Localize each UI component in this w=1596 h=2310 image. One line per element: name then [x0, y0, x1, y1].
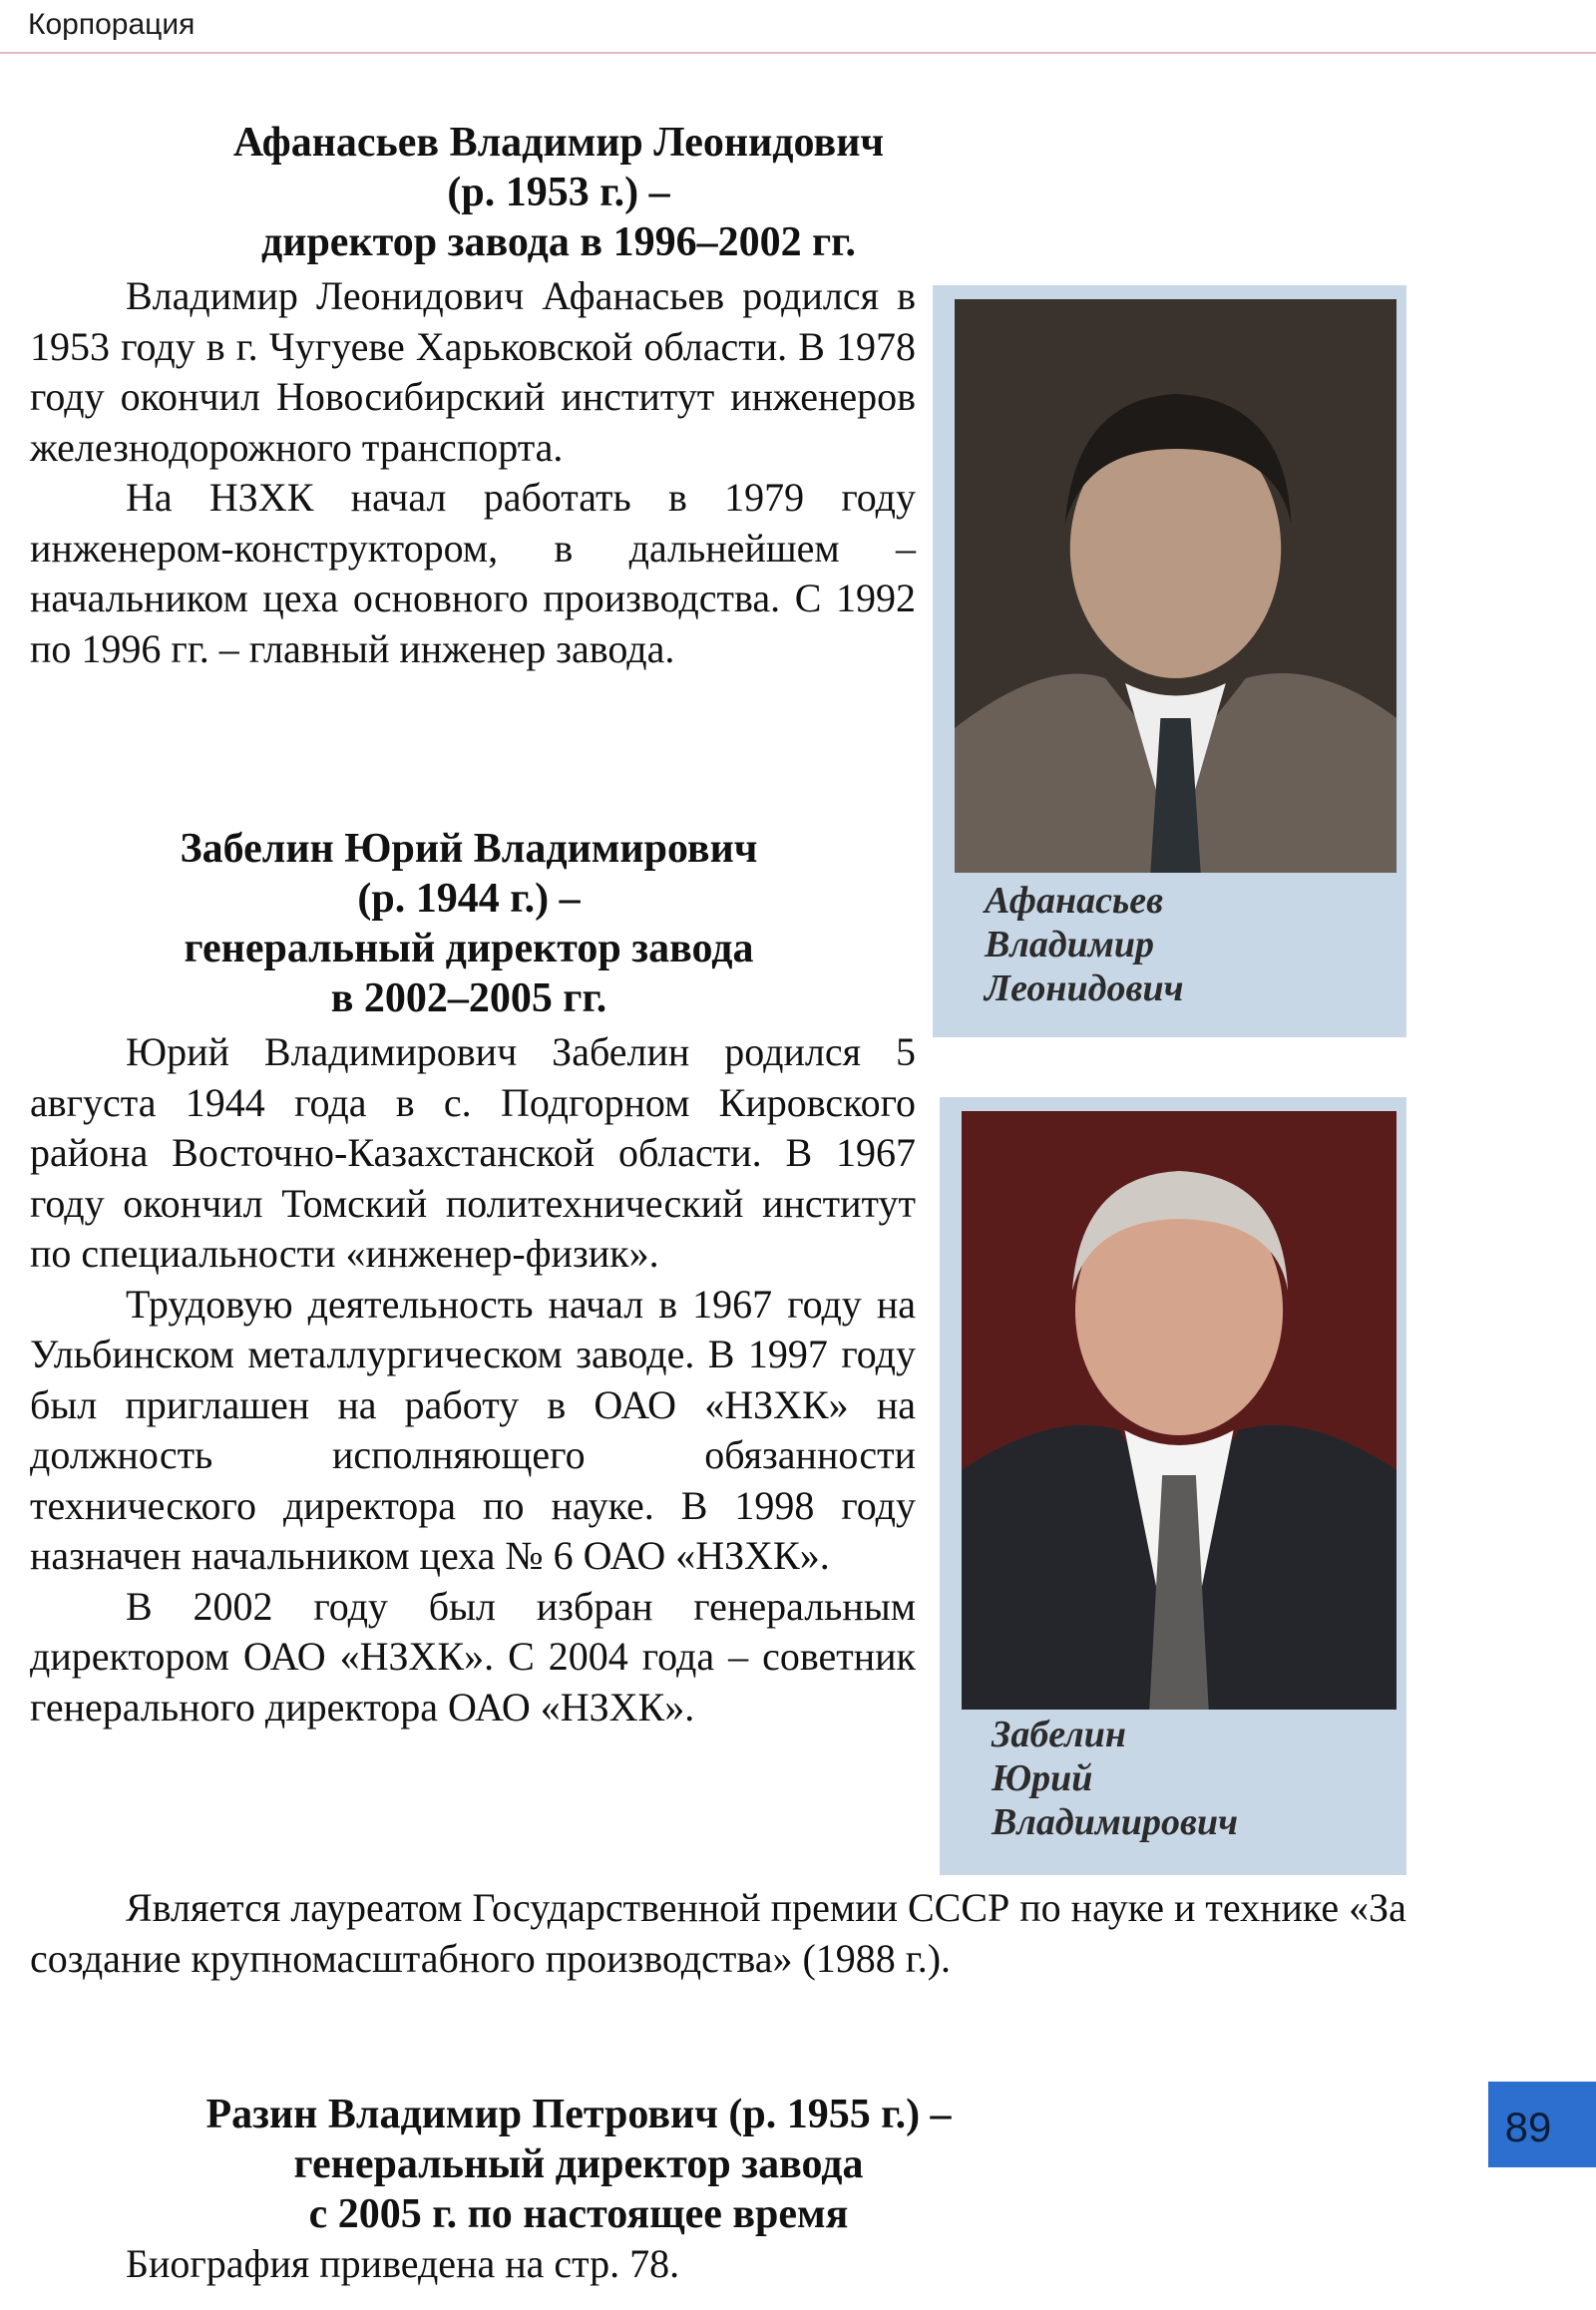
paragraph: В 2002 году был избран генеральным директором ОАО «НЗХК». С 2004 года – советник генерального директора ОАО «НЗХК». [30, 1583, 916, 1730]
photo-card-zabelin [940, 1097, 1406, 1875]
paragraph: На НЗХК начал работать в 1979 году инженером-конструктором, в дальнейшем – начальником цеха основного производства. С 1992 по 1996 гг. – главный инженер завода. [30, 475, 916, 671]
header-divider [0, 52, 1596, 54]
portrait-photo [962, 1111, 1396, 1710]
paragraph: Юрий Владимирович Забелин родился 5 августа 1944 года в с. Подгорном Кировского района Восточно-Казахстанской области. В 1967 году окончил Томский политехнический институт по специальности «инженер-физик». [30, 1029, 916, 1276]
bio-afanasyev [30, 271, 916, 674]
portrait-photo [955, 299, 1396, 873]
page-number: 89 [1504, 2104, 1552, 2150]
heading-afanasyev: Афанасьев Владимир Леонидович (р. 1953 г.) – директор завода в 1996–2002 гг. [232, 120, 885, 265]
photo-caption: Забелин Юрий Владимирович [992, 1714, 1239, 1843]
heading-razin: Разин Владимир Петрович (р. 1955 г.) – генеральный директор завода с 2005 г. по настоящее время [205, 2092, 952, 2237]
page-number-tab [1488, 2082, 1596, 2167]
photo-card-afanasyev [933, 285, 1406, 1037]
paragraph: Владимир Леонидович Афанасьев родился в 1953 году в г. Чугуеве Харьковской области. В 1978 году окончил Новосибирский институт инженеров железнодорожного транспорта. [30, 273, 916, 470]
heading-zabelin: Забелин Юрий Владимирович (р. 1944 г.) – генеральный директор завода в 2002–2005 гг. [180, 826, 758, 1021]
bio-razin [30, 2239, 916, 2290]
paragraph: Биография приведена на стр. 78. [126, 2241, 680, 2286]
bio-zabelin [30, 1027, 916, 1732]
bio-zabelin-award [30, 1883, 1426, 1984]
photo-caption: Афанасьев Владимир Леонидович [985, 880, 1184, 1009]
running-head: Корпорация [28, 8, 196, 41]
paragraph: Трудовую деятельность начал в 1967 году на Ульбинском металлургическом заводе. В 1997 году был приглашен на работу в ОАО «НЗХК» на должность исполняющего обязанности технического директора по науке. В 1998 году назначен начальником цеха № 6 ОАО «НЗХК». [30, 1281, 916, 1578]
paragraph: Является лауреатом Государственной премии СССР по науке и технике «За создание крупномасштабного производства» (1988 г.). [30, 1885, 1406, 1981]
